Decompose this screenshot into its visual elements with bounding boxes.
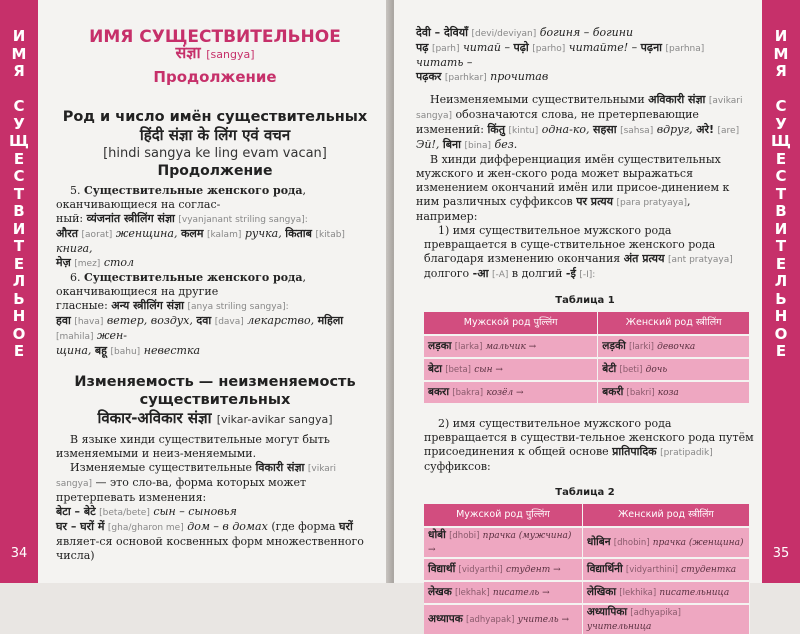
tab-letter: С bbox=[13, 167, 25, 185]
ex-dev: किताब bbox=[285, 227, 312, 240]
p-tr: [pratipadik] bbox=[660, 448, 713, 458]
cell-dev: लड़की bbox=[602, 340, 626, 352]
cell-tr: [lekhak] bbox=[454, 588, 490, 598]
cell-masculine bbox=[424, 335, 598, 358]
header-dev: स्त्रीलिंग bbox=[695, 317, 722, 328]
p6-dev: अन्य स्त्रीलिंग संज्ञा bbox=[111, 299, 185, 312]
ex-ru: прочитав bbox=[490, 70, 549, 83]
p-ru: одна-ко, bbox=[541, 123, 590, 136]
cell-ru: учительница bbox=[586, 622, 652, 632]
p-ru: без. bbox=[494, 138, 518, 151]
ex-tr: [mez] bbox=[74, 259, 101, 269]
cell-ru: прачка (женщина) bbox=[652, 538, 744, 548]
note-dev: घरों bbox=[339, 520, 353, 533]
table-row bbox=[424, 527, 750, 558]
cell-feminine bbox=[582, 558, 749, 581]
section1-heading-devanagari: हिंदी संज्ञा के लिंग एवं वचन bbox=[139, 126, 291, 144]
tab-letter: Щ bbox=[9, 132, 29, 150]
p-dev: विकारी संज्ञा bbox=[255, 461, 305, 474]
p-tr: [are] bbox=[717, 126, 740, 136]
ex-tr: [parho] bbox=[532, 44, 566, 54]
cell-tr: [larka] bbox=[454, 342, 483, 352]
p-text: 1) имя существительное мужского рода превращается в суще-ствительное женского рода благодаря изменению окончания bbox=[424, 224, 716, 265]
ex-dev: घर – घरों में bbox=[56, 520, 105, 533]
table2-caption: Таблица 2 bbox=[555, 487, 615, 498]
examples-5 bbox=[56, 227, 374, 271]
header-text: Мужской род bbox=[456, 509, 523, 520]
tab-letter: Я bbox=[13, 62, 25, 80]
p5-bold: Существительные женского рода bbox=[84, 184, 303, 197]
ex-ru: книга, bbox=[56, 242, 93, 255]
table-header-row bbox=[424, 504, 750, 527]
tab-letter: И bbox=[774, 219, 788, 238]
tab-letter: Я bbox=[775, 62, 787, 80]
ex-dev: बेटा – बेटे bbox=[56, 505, 96, 518]
p-dev: -ई bbox=[565, 267, 576, 280]
tab-letter: М bbox=[773, 44, 789, 63]
tab-letter: Ь bbox=[13, 289, 25, 308]
ex-dev: दवा bbox=[196, 314, 212, 327]
cell-feminine bbox=[598, 358, 750, 381]
cell-dev: बेटा bbox=[428, 363, 443, 375]
left-page bbox=[0, 0, 390, 583]
ex-tr: [dava] bbox=[214, 317, 244, 327]
cell-tr: [dhobin] bbox=[613, 538, 650, 548]
ex-ru: ветер, воздух, bbox=[106, 314, 193, 327]
table1-body bbox=[424, 335, 750, 403]
ex-tr: [parhkar] bbox=[444, 73, 487, 83]
p-tr: [para pratyaya] bbox=[616, 198, 687, 208]
ex-tr: [devi/deviyan] bbox=[471, 29, 537, 39]
ex-ru: щина, bbox=[56, 344, 92, 357]
p-dev: -आ bbox=[472, 267, 489, 280]
page-number-left: 34 bbox=[10, 546, 28, 561]
p-text: Неизменяемыми существительными bbox=[430, 93, 645, 106]
cell-masculine bbox=[424, 558, 582, 581]
ex-ru: невестка bbox=[143, 344, 201, 357]
ex-ru: читайте! – bbox=[568, 41, 638, 54]
cell-tr: [adhyapika] bbox=[630, 608, 681, 618]
cell-masculine bbox=[424, 381, 598, 403]
cell-dev: अध्यापक bbox=[428, 613, 463, 625]
right-page bbox=[394, 0, 800, 632]
p-ru: вдруг, bbox=[656, 123, 693, 136]
header-text: Мужской род bbox=[463, 317, 531, 328]
ex-ru: читать – bbox=[416, 56, 473, 69]
p-tr: [sahsa] bbox=[620, 126, 654, 136]
cell-tr: [vidyarthini] bbox=[625, 565, 678, 575]
cell-dev: विद्यार्थिनी bbox=[586, 563, 623, 575]
col-header-feminine bbox=[582, 504, 749, 527]
tab-letter: М bbox=[11, 44, 27, 63]
header-text: Женский род bbox=[618, 509, 686, 520]
ex-dev: औरत bbox=[56, 227, 79, 240]
ex-tr: [beta/bete] bbox=[99, 508, 150, 518]
cell-tr: [dhobi] bbox=[449, 531, 480, 541]
ex-tr: [parhna] bbox=[665, 44, 705, 54]
table-row bbox=[424, 604, 750, 634]
col-header-masculine bbox=[424, 504, 582, 527]
examples-6 bbox=[56, 314, 374, 359]
tab-letter: Е bbox=[13, 254, 25, 273]
ex-tr: [parh] bbox=[431, 44, 460, 54]
cell-masculine bbox=[424, 581, 582, 604]
cell-ru: коза bbox=[657, 388, 679, 398]
cell-ru: писатель → bbox=[492, 588, 550, 598]
tab-letter: Л bbox=[12, 272, 26, 290]
cell-ru: прачка (мужчина) → bbox=[428, 531, 572, 555]
title-transliteration: [sangya] bbox=[206, 48, 255, 61]
section2-heading-line2: существительных bbox=[139, 392, 291, 408]
tab-letter: Щ bbox=[771, 132, 791, 150]
tab-letter: С bbox=[13, 97, 25, 115]
p-ru: Эй!, bbox=[416, 138, 440, 151]
cell-tr: [adhyapak] bbox=[466, 615, 515, 625]
ex-dev: पढ़ bbox=[416, 41, 429, 54]
p-tr: [bina] bbox=[464, 141, 491, 151]
ex-ru: стол bbox=[103, 256, 135, 269]
p6-bold: Существительные женского рода bbox=[84, 271, 303, 284]
ex-tr: [aorat] bbox=[81, 230, 113, 240]
ex-dev: महिला bbox=[317, 314, 344, 327]
ex-ru: женщина, bbox=[115, 227, 178, 240]
p-dev: सहसा bbox=[593, 123, 617, 136]
right-paragraph-3 bbox=[416, 224, 754, 282]
cell-ru: студентка bbox=[681, 565, 737, 575]
ex-ru: богиня – богини bbox=[539, 26, 634, 39]
example-bete bbox=[56, 505, 374, 520]
cell-tr: [larki] bbox=[628, 342, 654, 352]
cell-ru: сын → bbox=[474, 365, 503, 375]
line-parhkar bbox=[416, 70, 754, 85]
tab-letter: У bbox=[13, 114, 25, 133]
left-side-tab bbox=[0, 0, 38, 583]
p-tr: [vikari sangya] bbox=[56, 464, 336, 489]
tab-letter: Е bbox=[775, 149, 787, 168]
section2-heading: Изменяемость — неизменяемость bbox=[74, 374, 356, 390]
ex-dev: पढ़कर bbox=[416, 70, 442, 83]
tab-letter: Н bbox=[774, 307, 788, 325]
section2-paragraph-2 bbox=[56, 461, 374, 505]
cell-dev: बकरी bbox=[602, 386, 624, 398]
table-1 bbox=[424, 312, 750, 403]
cell-ru: учитель → bbox=[517, 615, 570, 625]
ex-dev: बहू bbox=[94, 344, 108, 357]
tab-letter: О bbox=[774, 324, 788, 343]
ex-ru: сын – сыновья bbox=[153, 505, 237, 518]
ex-tr: [mahila] bbox=[56, 332, 94, 342]
p-dev: बिना bbox=[442, 138, 462, 151]
tab-letter: Т bbox=[13, 184, 25, 203]
tab-letter: Т bbox=[13, 237, 25, 255]
note-text: являет-ся основой косвенных форм множественного числа) bbox=[56, 535, 364, 562]
cell-tr: [vidyarthi] bbox=[458, 565, 503, 575]
left-tab-letters bbox=[0, 28, 38, 361]
right-tab-letters bbox=[762, 28, 800, 361]
tab-letter: Т bbox=[775, 237, 787, 255]
table-row bbox=[424, 581, 750, 604]
cell-ru: писательница bbox=[659, 588, 730, 598]
cell-dev: विद्यार्थी bbox=[428, 563, 456, 575]
tab-letter: Ь bbox=[775, 289, 787, 308]
p-text: — это сло-ва, форма которых может претерпевать изменения: bbox=[56, 476, 307, 504]
p-text: , например: bbox=[416, 195, 691, 223]
line-devi bbox=[416, 26, 754, 41]
tab-letter: Е bbox=[13, 149, 25, 168]
example-ghar bbox=[56, 520, 374, 563]
tab-letter: И bbox=[12, 27, 26, 45]
right-side-tab bbox=[762, 0, 800, 583]
ex-tr: [kitab] bbox=[315, 230, 345, 240]
cell-ru: девочка bbox=[657, 342, 696, 352]
tab-letter: Н bbox=[12, 307, 26, 325]
right-paragraph-4 bbox=[416, 417, 754, 474]
tab-letter: О bbox=[12, 324, 26, 343]
cell-masculine bbox=[424, 604, 582, 634]
p6-tr: [anya striling sangya]: bbox=[187, 302, 289, 312]
ex-dev: कलम bbox=[180, 227, 204, 240]
sec2-dev: विकार-अविकार संज्ञा bbox=[97, 409, 212, 427]
ex-dev: पढ़ना bbox=[640, 41, 663, 54]
ex-ru: дом – в домах bbox=[187, 520, 268, 533]
p-tr: [avikari sangya] bbox=[416, 96, 743, 121]
p-text: суффиксов: bbox=[424, 460, 491, 473]
tab-letter: У bbox=[775, 114, 787, 133]
section1-heading-transliteration: [hindi sangya ke ling evam vacan] bbox=[103, 146, 327, 161]
table-header-row bbox=[424, 312, 750, 335]
cell-tr: [bakri] bbox=[626, 388, 655, 398]
tab-letter bbox=[0, 81, 38, 99]
cell-feminine bbox=[598, 381, 750, 403]
table-2 bbox=[424, 504, 750, 634]
table2-body bbox=[424, 527, 750, 634]
tab-letter: В bbox=[13, 202, 25, 220]
ex-tr: [gha/gharon me] bbox=[107, 523, 184, 533]
cell-dev: लेखिका bbox=[586, 586, 617, 598]
tab-letter: Т bbox=[775, 184, 787, 203]
ex-dev: देवी – देवियाँ bbox=[416, 26, 468, 39]
cell-dev: बेटी bbox=[602, 363, 617, 375]
cell-ru: дочь bbox=[645, 365, 668, 375]
p-tr: [kintu] bbox=[508, 126, 539, 136]
tab-letter: Л bbox=[774, 272, 788, 290]
p-dev: अरे! bbox=[696, 123, 714, 136]
cell-masculine bbox=[424, 358, 598, 381]
cell-dev: धोबी bbox=[428, 529, 446, 541]
p-tr: [ant pratyaya] bbox=[667, 255, 733, 265]
cell-ru: студент → bbox=[505, 565, 561, 575]
cell-ru: мальчик → bbox=[485, 342, 537, 352]
table-row bbox=[424, 381, 750, 403]
p6-prefix: гласные: bbox=[56, 299, 108, 312]
cell-dev: धोबिन bbox=[586, 536, 611, 548]
p5-rest: , оканчивающиеся на соглас- bbox=[56, 184, 306, 211]
p-dev: अंत प्रत्यय bbox=[623, 252, 665, 265]
header-dev: स्त्रीलिंग bbox=[688, 509, 714, 520]
p-text: обозначаются слова, не претерпевающие изменений: bbox=[416, 108, 699, 136]
ex-ru: ручка, bbox=[244, 227, 282, 240]
cell-ru: козёл → bbox=[486, 388, 524, 398]
cell-feminine bbox=[582, 527, 749, 558]
header-dev: पुल्लिंग bbox=[525, 509, 550, 520]
table1-caption: Таблица 1 bbox=[555, 295, 615, 306]
p5-prefix: ный: bbox=[56, 212, 84, 225]
p-text: 2) имя существительное мужского рода превращается в существи-тельное женского рода путём присоединения к общей основе bbox=[424, 417, 754, 458]
paragraph-5 bbox=[56, 184, 374, 227]
chapter-title-devanagari bbox=[56, 43, 374, 62]
ex-ru: лекарство, bbox=[247, 314, 315, 327]
p-dev: किंतु bbox=[487, 123, 506, 136]
p-dev: पर प्रत्यय bbox=[576, 195, 614, 208]
ex-dev: मेज़ bbox=[56, 256, 71, 269]
tab-letter bbox=[762, 81, 800, 99]
right-paragraph-2 bbox=[416, 153, 754, 224]
table-row bbox=[424, 358, 750, 381]
chapter-title: ИМЯ СУЩЕСТВИТЕЛЬНОЕ bbox=[89, 27, 341, 47]
note-text: (где форма bbox=[271, 520, 336, 533]
ex-ru: читай – bbox=[462, 41, 510, 54]
p-tr: [-A] bbox=[491, 270, 509, 280]
ex-tr: [bahu] bbox=[110, 347, 141, 357]
section1-continued: Продолжение bbox=[157, 163, 273, 179]
cell-feminine bbox=[598, 335, 750, 358]
ex-tr: [hava] bbox=[74, 317, 104, 327]
tab-letter: И bbox=[774, 27, 788, 45]
p-dev: अविकारी संज्ञा bbox=[648, 93, 706, 106]
p5-dev: व्यंजनांत स्त्रीलिंग संज्ञा bbox=[86, 212, 175, 225]
page-number-right: 35 bbox=[772, 546, 790, 561]
cell-dev: बकरा bbox=[428, 386, 450, 398]
p-tr: [-I]: bbox=[579, 270, 596, 280]
p-text: Изменяемые существительные bbox=[70, 461, 253, 474]
tab-letter: С bbox=[775, 167, 787, 185]
ex-dev: हवा bbox=[56, 314, 71, 327]
tab-letter: Е bbox=[775, 342, 787, 360]
p-text: В хинди дифференциация имён существительных мужского и жен-ского рода может выражаться изменением окончаний имён или присое-динением к ним различных суффиксов bbox=[416, 153, 730, 208]
right-paragraph-1 bbox=[416, 93, 754, 153]
section1-heading: Род и число имён существительных bbox=[62, 109, 368, 125]
cell-masculine bbox=[424, 527, 582, 558]
tab-letter: В bbox=[775, 202, 787, 220]
cell-feminine bbox=[582, 604, 749, 634]
tab-letter: И bbox=[12, 219, 26, 238]
p6-number: 6. bbox=[70, 271, 81, 284]
cell-tr: [bakra] bbox=[452, 388, 484, 398]
section2-paragraph-1: В языке хинди существительные могут быть изменяемыми и неиз-меняемыми. bbox=[56, 433, 330, 460]
p6-rest: , оканчивающиеся на другие bbox=[56, 271, 306, 298]
ex-tr: [kalam] bbox=[206, 230, 242, 240]
table-row bbox=[424, 335, 750, 358]
right-content bbox=[416, 26, 754, 634]
header-text: Женский род bbox=[625, 317, 693, 328]
sec2-tr: [vikar-avikar sangya] bbox=[216, 413, 333, 426]
paragraph-6 bbox=[56, 271, 374, 314]
chapter-subtitle: Продолжение bbox=[153, 68, 277, 86]
title-dev-text: संज्ञा bbox=[175, 43, 201, 62]
p-dev: प्रातिपादिक bbox=[612, 445, 657, 458]
p-text: в долгий bbox=[511, 267, 563, 280]
ex-ru: жен- bbox=[97, 329, 128, 342]
tab-letter: С bbox=[775, 97, 787, 115]
cell-feminine bbox=[582, 581, 749, 604]
table-row bbox=[424, 558, 750, 581]
cell-tr: [beti] bbox=[619, 365, 643, 375]
cell-dev: लड़का bbox=[428, 340, 452, 352]
header-dev: पुल्लिंग bbox=[533, 317, 558, 328]
tab-letter: Е bbox=[13, 342, 25, 360]
line-parh bbox=[416, 41, 754, 70]
ex-dev: पढ़ो bbox=[513, 41, 529, 54]
cell-tr: [beta] bbox=[445, 365, 472, 375]
cell-dev: लेखक bbox=[428, 586, 452, 598]
section2-heading-devanagari bbox=[56, 409, 374, 429]
tab-letter: Е bbox=[775, 254, 787, 273]
p5-number: 5. bbox=[70, 184, 81, 197]
cell-tr: [lekhika] bbox=[619, 588, 657, 598]
cell-dev: अध्यापिका bbox=[586, 606, 628, 618]
p-text: долгого bbox=[424, 267, 470, 280]
col-header-masculine bbox=[424, 312, 598, 335]
p5-tr: [vyanjanant striling sangya]: bbox=[178, 215, 308, 225]
col-header-feminine bbox=[598, 312, 750, 335]
left-content bbox=[56, 24, 374, 563]
